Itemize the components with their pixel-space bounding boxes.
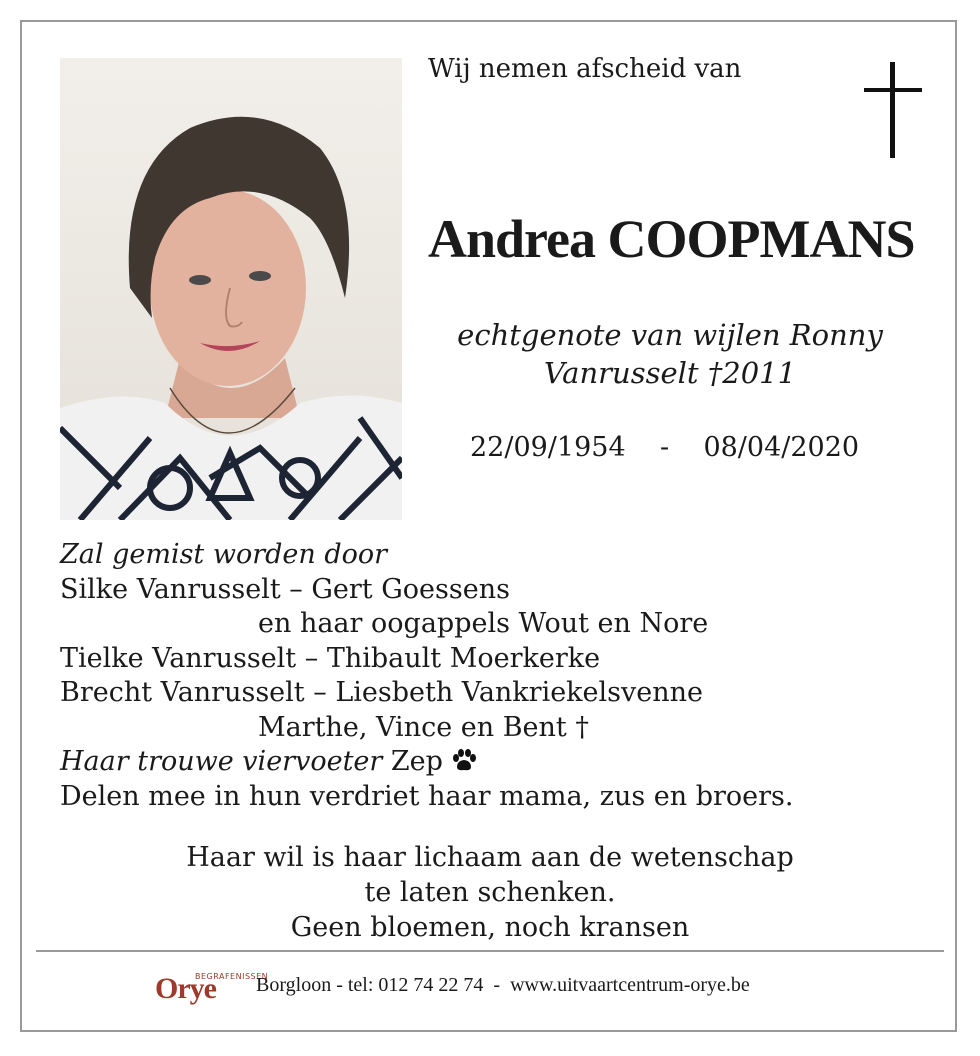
cross-icon [864,62,922,158]
closing-line-3: Geen bloemen, noch kransen [290,912,690,943]
mourner-line-4: Brecht Vanrusselt – Liesbeth Vankriekelsvenne [60,677,704,708]
footer-contact: Borgloon - tel: 012 74 22 74 - www.uitvaartcentrum-orye.be [256,974,750,996]
mourner-line-2: en haar oogappels Wout en Nore [258,608,709,639]
footer-phone: 012 74 22 74 [378,974,484,996]
footer-divider [36,950,944,952]
pet-name: Zep [390,746,443,777]
mourner-line-pet [60,745,794,780]
date-separator: - [659,432,670,463]
birth-date: 22/09/1954 [470,432,626,463]
footer-location: Borgloon [256,974,332,996]
portrait-photo [60,58,402,520]
mourner-line-7: Delen mee in hun verdriet haar mama, zus en broers. [60,780,794,812]
deceased-name: Andrea COOPMANS [428,209,915,269]
spouse-text [410,316,930,392]
mourner-line-1: Silke Vanrusselt – Gert Goessens [60,573,510,605]
paw-icon [451,749,477,773]
footer-phone-label: tel: [347,974,374,996]
pet-prefix: Haar trouwe viervoeter [60,746,383,777]
mourner-line-3: Tielke Vanrusselt – Thibault Moerkerke [60,642,601,674]
life-dates [470,432,859,463]
intro-text: Wij nemen afscheid van [428,54,742,84]
closing-line-2: te laten schenken. [364,877,616,908]
logo: Orye [155,972,216,1005]
closing-line-1: Haar wil is haar lichaam aan de wetenschap [186,842,794,873]
death-date: 08/04/2020 [703,432,860,463]
spouse-line-2: Vanrusselt †2011 [543,356,797,390]
mourners-heading: Zal gemist worden door [60,539,388,570]
spouse-line-1: echtgenote van wijlen Ronny [457,318,883,352]
mourners-list [60,538,794,814]
logo-subtitle: BEGRAFENISSEN [195,972,269,981]
mourner-line-5: Marthe, Vince en Bent † [258,711,589,743]
footer-website[interactable]: www.uitvaartcentrum-orye.be [510,974,750,996]
closing-text [90,840,890,945]
